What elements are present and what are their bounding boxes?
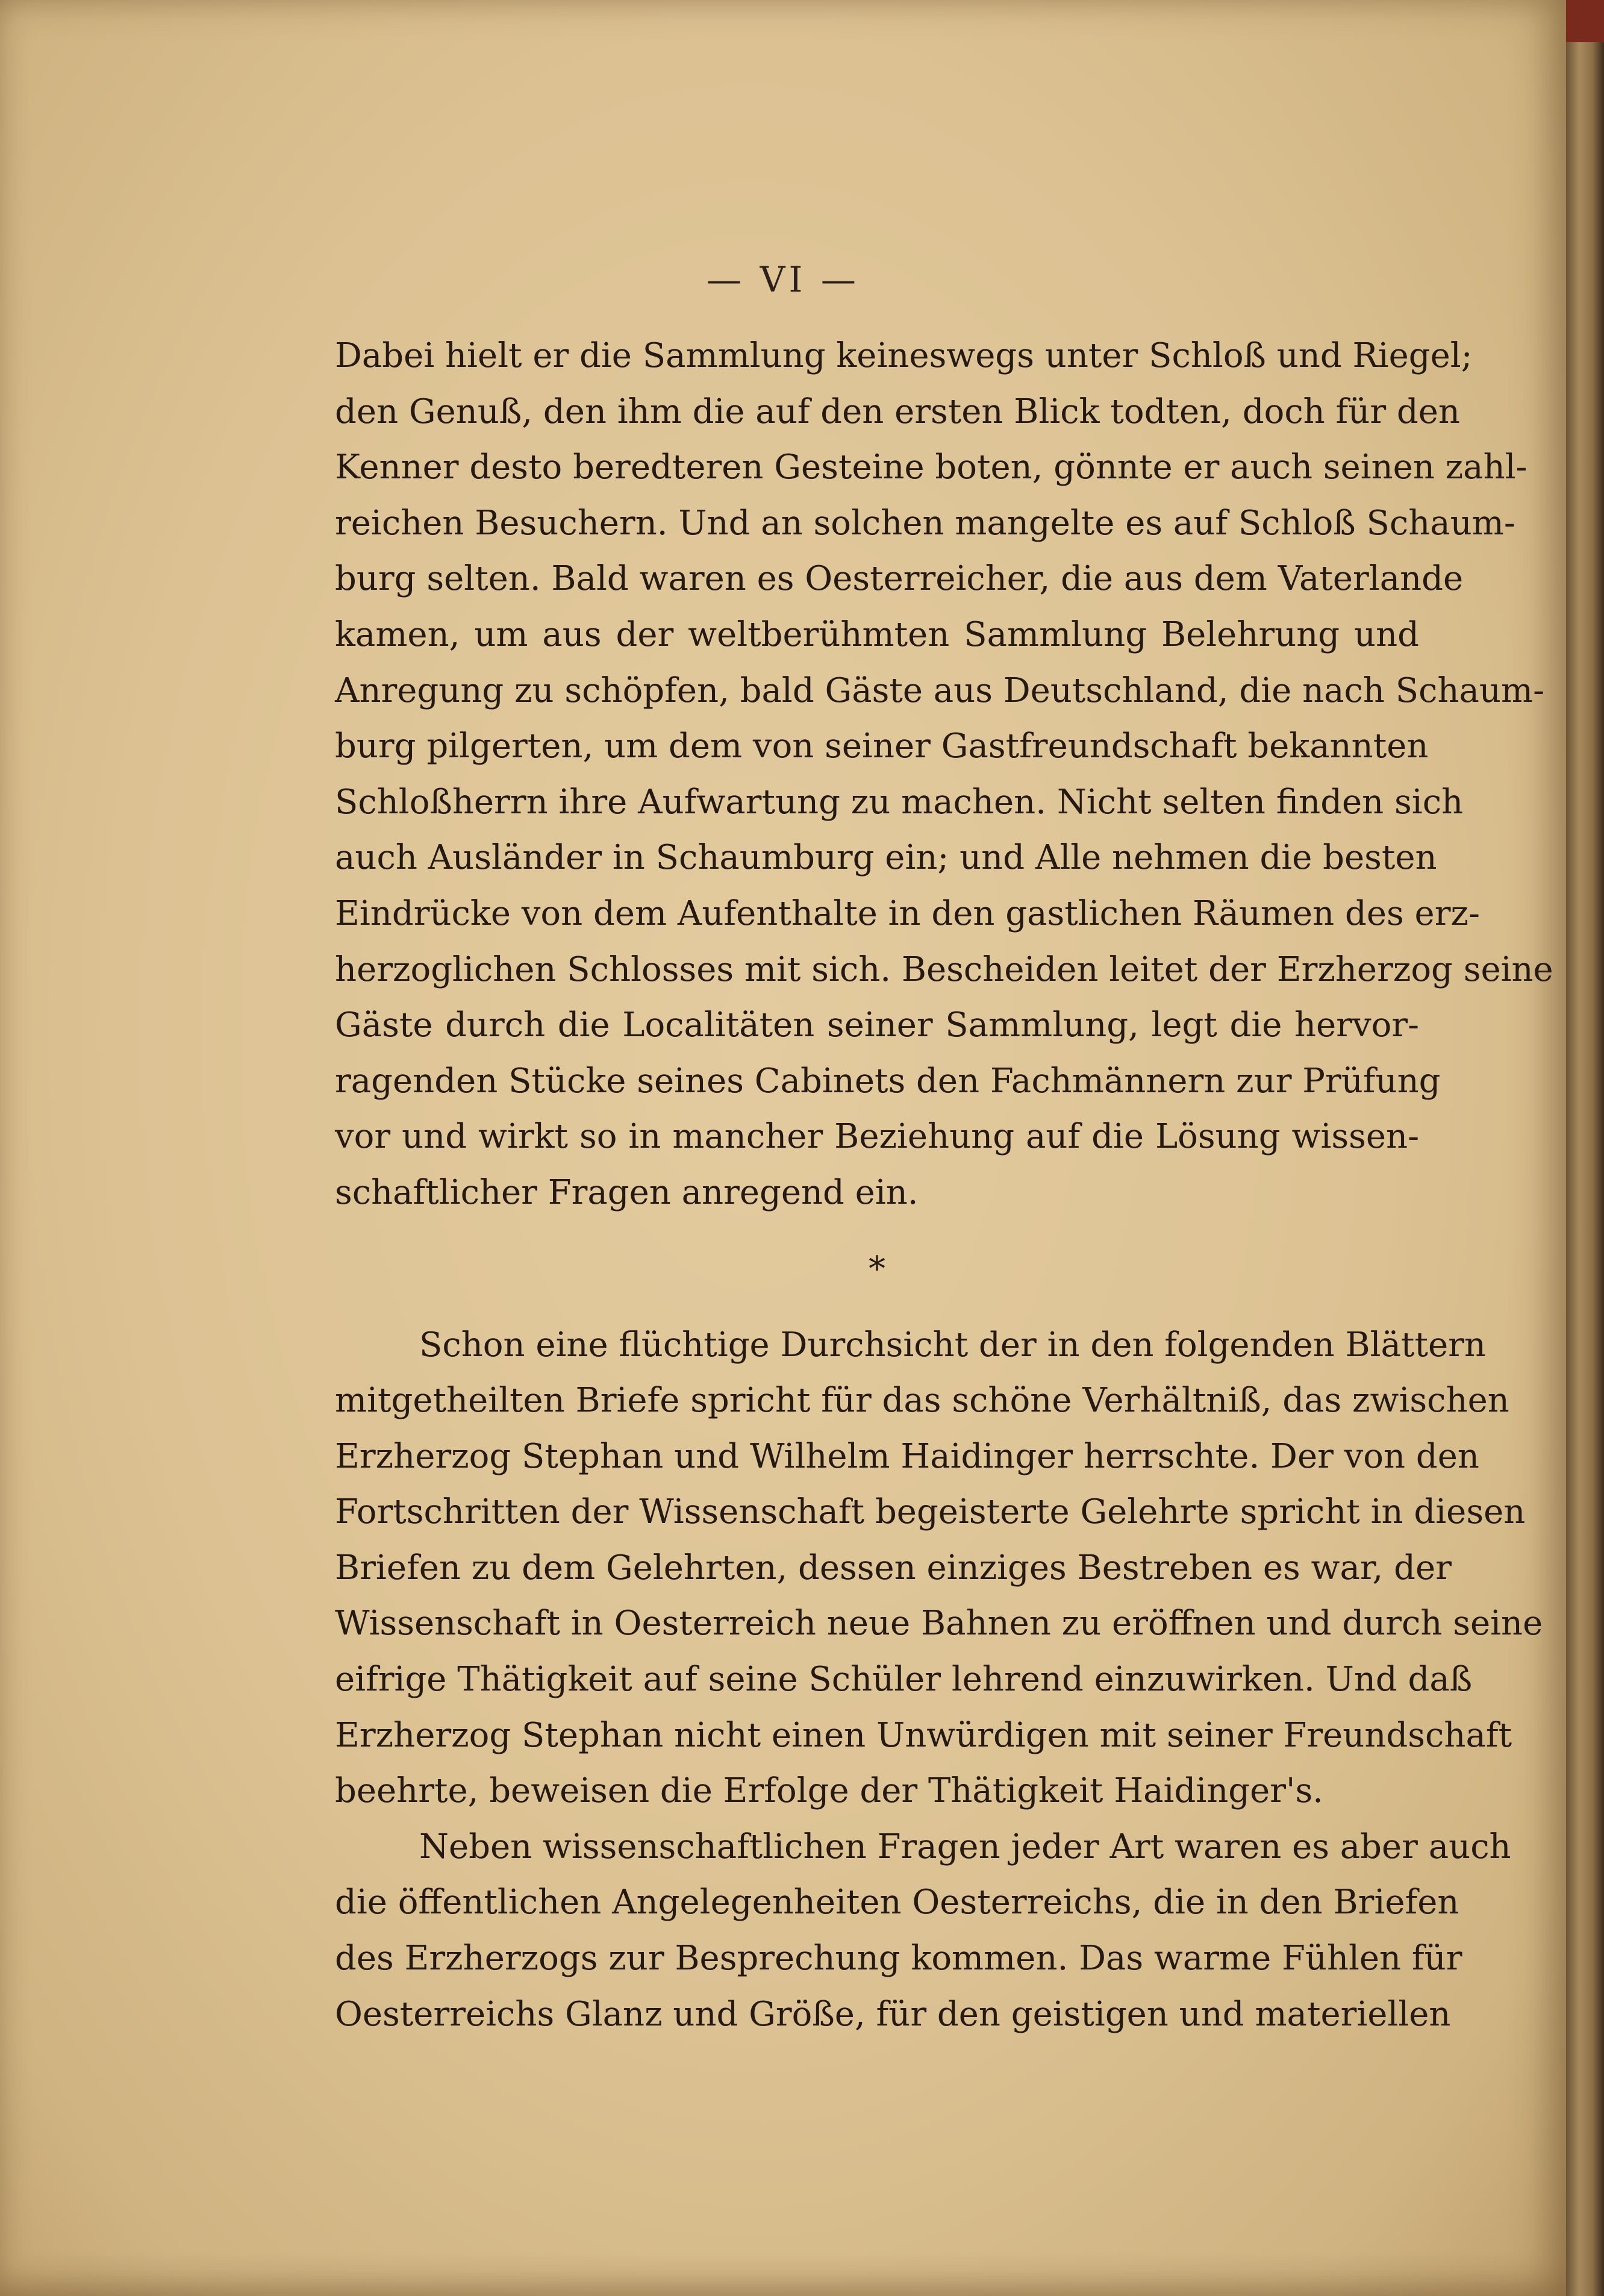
page-number: — VI — xyxy=(707,259,860,300)
corner-marker xyxy=(1566,0,1604,42)
text-line: burg pilgerten, um dem von seiner Gastfreundschaft bekannten xyxy=(335,727,1429,766)
text-line: des Erzherzogs zur Besprechung kommen. Das warme Fühlen für xyxy=(335,1939,1462,1979)
text-line: Erzherzog Stephan nicht einen Unwürdigen mit seiner Freundschaft xyxy=(335,1715,1512,1755)
text-line: Schloßherrn ihre Aufwartung zu machen. Nicht selten finden sich xyxy=(335,782,1464,822)
book-edge xyxy=(1566,0,1604,2296)
text-line: Kenner desto beredteren Gesteine boten, gönnte er auch seinen zahl- xyxy=(335,448,1528,487)
text-line: Erzherzog Stephan und Wilhelm Haidinger herrschte. Der von den xyxy=(335,1436,1479,1476)
text-line: kamen, um aus der weltberühmten Sammlung Belehrung und xyxy=(335,615,1419,654)
paragraph-1 xyxy=(335,328,1553,1221)
text-line: Fortschritten der Wissenschaft begeisterte Gelehrte spricht in diesen xyxy=(335,1492,1526,1532)
text-line: herzoglichen Schlosses mit sich. Bescheiden leitet der Erzherzog seine xyxy=(335,949,1553,989)
text-line: schaftlicher Fragen anregend ein. xyxy=(335,1172,919,1212)
text-line: burg selten. Bald waren es Oesterreicher, die aus dem Vaterlande xyxy=(335,559,1464,599)
text-line: Neben wissenschaftlichen Fragen jeder Art waren es aber auch xyxy=(419,1827,1511,1866)
text-line: Oesterreichs Glanz und Größe, für den geistigen und materiellen xyxy=(335,1994,1451,2034)
text-line: beehrte, beweisen die Erfolge der Thätigkeit Haidinger's. xyxy=(335,1771,1323,1811)
text-line: den Genuß, den ihm die auf den ersten Blick todten, doch für den xyxy=(335,392,1460,431)
text-line: reichen Besuchern. Und an solchen mangelte es auf Schloß Schaum- xyxy=(335,503,1515,543)
text-line: Schon eine flüchtige Durchsicht der in den folgenden Blättern xyxy=(419,1325,1486,1365)
paragraph-2 xyxy=(335,1318,1543,1819)
text-line: Dabei hielt er die Sammlung keineswegs unter Schloß und Riegel; xyxy=(335,336,1473,375)
text-line: vor und wirkt so in mancher Beziehung auf die Lösung wissen- xyxy=(335,1117,1419,1157)
text-body xyxy=(335,328,1553,2042)
paragraph-3 xyxy=(335,1819,1511,2042)
text-line: mitgetheilten Briefe spricht für das schöne Verhältniß, das zwischen xyxy=(335,1381,1509,1421)
text-line: Gäste durch die Localitäten seiner Sammlung, legt die hervor- xyxy=(335,1006,1419,1045)
text-line: die öffentlichen Angelegenheiten Oesterreichs, die in den Briefen xyxy=(335,1883,1459,1922)
text-line: ragenden Stücke seines Cabinets den Fachmännern zur Prüfung xyxy=(335,1061,1441,1101)
text-line: eifrige Thätigkeit auf seine Schüler lehrend einzuwirken. Und daß xyxy=(335,1660,1473,1700)
text-line: Wissenschaft in Oesterreich neue Bahnen zu eröffnen und durch seine xyxy=(335,1604,1543,1644)
text-line: auch Ausländer in Schaumburg ein; und Alle nehmen die besten xyxy=(335,838,1437,878)
section-separator: * xyxy=(869,1249,885,1289)
text-line: Eindrücke von dem Aufenthalte in den gastlichen Räumen des erz- xyxy=(335,893,1480,933)
text-line: Anregung zu schöpfen, bald Gäste aus Deutschland, die nach Schaum- xyxy=(335,671,1545,710)
text-line: Briefen zu dem Gelehrten, dessen einziges Bestreben es war, der xyxy=(335,1548,1452,1587)
